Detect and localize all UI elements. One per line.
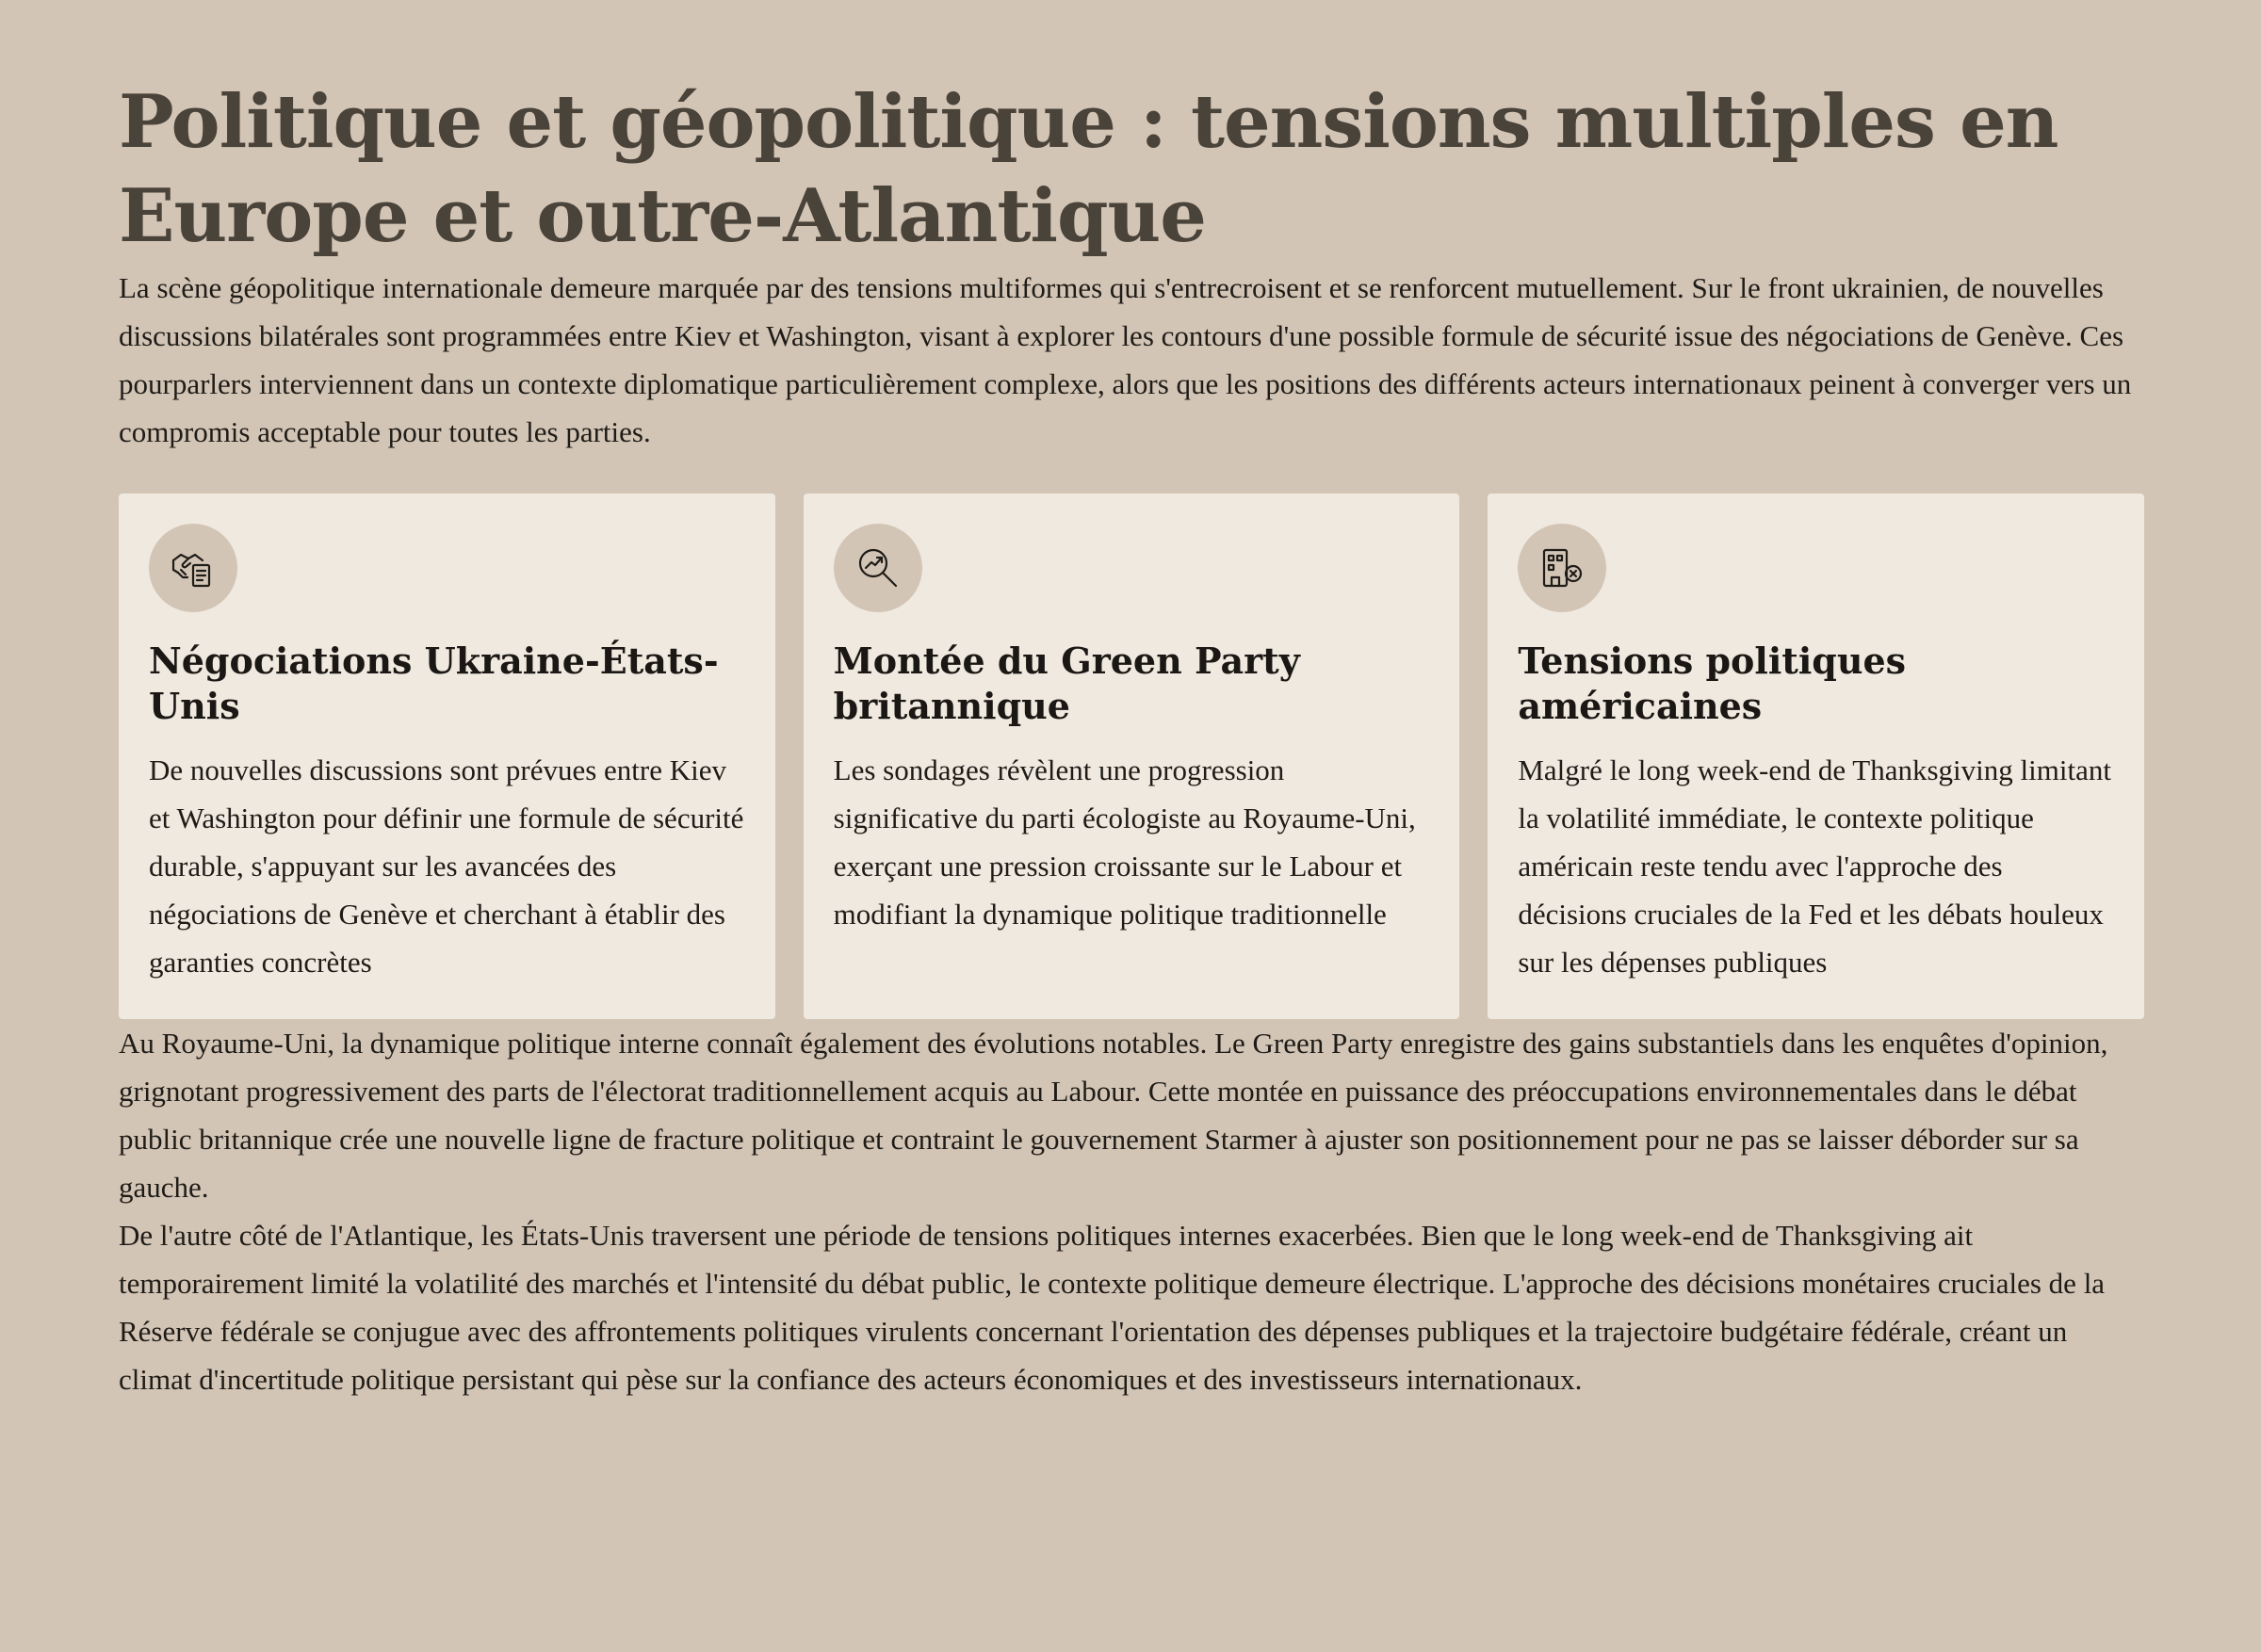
card-title: Tensions politiques américaines: [1518, 640, 1907, 727]
card-text: De nouvelles discussions sont prévues entre Kiev et Washington pour définir une formule de sécurité durable, s'appuyant sur les avancées des négociations de Genève et cherchant à établir des garanties concrètes: [149, 753, 744, 979]
building-alert-icon: [1518, 524, 1606, 612]
card-text: Malgré le long week-end de Thanksgiving limitant la volatilité immédiate, le contexte politique américain reste tendu avec l'approche des décisions cruciales de la Fed et les débats houleux sur les dépenses publiques: [1518, 753, 2111, 979]
page-title: Politique et géopolitique : tensions multiples en Europe et outre-Atlantique: [119, 79, 2058, 259]
card-green-party: [804, 494, 1460, 1019]
cards-row: [119, 494, 2144, 1019]
card-title: Négociations Ukraine-États-Unis: [149, 640, 719, 727]
handshake-document-icon: [149, 524, 237, 612]
trend-search-icon: [834, 524, 922, 612]
paragraph-us: De l'autre côté de l'Atlantique, les États-Unis traversent une période de tensions politiques internes exacerbées. Bien que le long week-end de Thanksgiving ait temporairement limité la volatilité des marchés et l'intensité du débat public, le contexte politique demeure électrique. L'approche des décisions monétaires cruciales de la Réserve fédérale se conjugue avec des affrontements politiques virulents concernant l'orientation des dépenses publiques et la trajectoire budgétaire fédérale, créant un climat d'incertitude politique persistant qui pèse sur la confiance des acteurs économiques et des investisseurs internationaux.: [119, 1219, 2106, 1396]
article: [119, 75, 2144, 1403]
card-text: Les sondages révèlent une progression significative du parti écologiste au Royaume-Uni, exerçant une pression croissante sur le Labour et modifiant la dynamique politique traditionnelle: [833, 753, 1416, 931]
paragraph-uk: Au Royaume-Uni, la dynamique politique interne connaît également des évolutions notables. Le Green Party enregistre des gains substantiels dans les enquêtes d'opinion, grignotant progressivement des parts de l'électorat traditionnellement acquis au Labour. Cette montée en puissance des préoccupations environnementales dans le débat public britannique crée une nouvelle ligne de fracture politique et contraint le gouvernement Starmer à ajuster son positionnement pour ne pas se laisser déborder sur sa gauche.: [119, 1027, 2108, 1204]
intro-paragraph: La scène géopolitique internationale demeure marquée par des tensions multiformes qui s'entrecroisent et se renforcent mutuellement. Sur le front ukrainien, de nouvelles discussions bilatérales sont programmées entre Kiev et Washington, visant à explorer les contours d'une possible formule de sécurité issue des négociations de Genève. Ces pourparlers interviennent dans un contexte diplomatique particulièrement complexe, alors que les positions des différents acteurs internationaux peinent à converger vers un compromis acceptable pour toutes les parties.: [119, 271, 2132, 448]
card-us-tensions: [1488, 494, 2144, 1019]
card-ukraine-us: [119, 494, 775, 1019]
card-title: Montée du Green Party britannique: [833, 640, 1300, 727]
